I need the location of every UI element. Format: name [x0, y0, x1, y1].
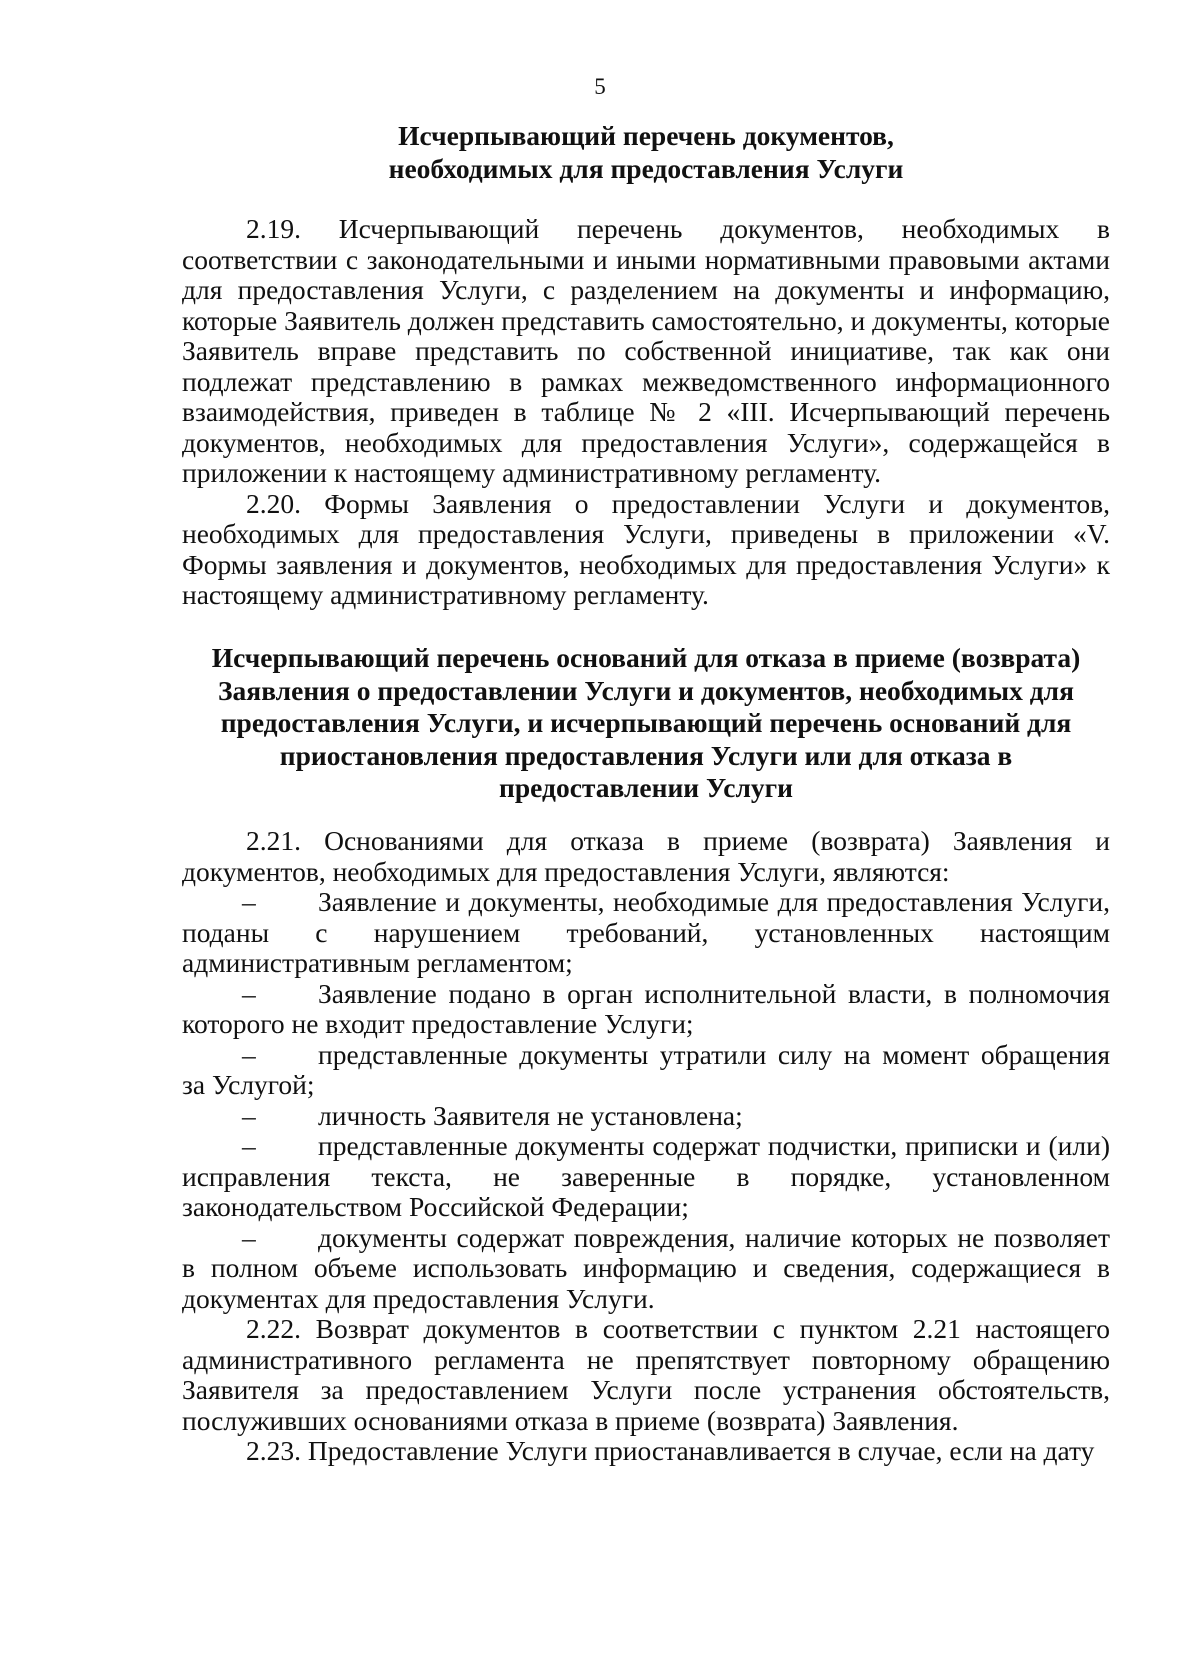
list-item — [182, 1040, 1110, 1101]
dash-bullet: – — [242, 1038, 256, 1070]
list-item — [182, 887, 1110, 979]
paragraph-2-20: 2.20. Формы Заявления о предоставлении Услуги и документов, необходимых для предоставления Услуги, приведены в приложении «V. Формы заявления и документов, необходимых для предоставления Услуги» к настоящему административному регламенту. — [182, 487, 1110, 610]
dash-bullet: – — [242, 977, 256, 1009]
page-number: 5 — [594, 74, 606, 99]
paragraph-2-21: 2.21. Основаниями для отказа в приеме (возврата) Заявления и документов, необходимых для предоставления Услуги, являются: — [182, 825, 1110, 887]
list-item — [182, 979, 1110, 1040]
heading-line: предоставлении Услуги — [499, 772, 793, 803]
list-item — [182, 1223, 1110, 1315]
list-item — [182, 1131, 1110, 1223]
section-body-refusal — [182, 826, 1110, 1467]
list-item-text: личность Заявителя не установлена; — [318, 1099, 743, 1131]
section-body-documents — [182, 214, 1110, 611]
list-item-text: представленные документы содержат подчистки, приписки и (или) исправления текста, не заверенные в порядке, установленном законодательством Российской Федерации; — [182, 1130, 1110, 1222]
heading-line: Исчерпывающий перечень оснований для отказа в приеме (возврата) — [211, 642, 1081, 673]
list-item-text: Заявление подано в орган исполнительной власти, в полномочия которого не входит предоставление Услуги; — [182, 977, 1110, 1039]
dash-bullet: – — [242, 1099, 256, 1131]
paragraph-2-19: 2.19. Исчерпывающий перечень документов, необходимых в соответствии с законодательными и иными нормативными правовыми актами для предоставления Услуги, с разделением на документы и информацию, которые Заявитель должен представить самостоятельно, и документы, которые Заявитель вправе представить по собственной инициативе, так как они подлежат представлению в рамках межведомственного информационного взаимодействия, приведен в таблице № 2 «III. Исчерпывающий перечень документов, необходимых для предоставления Услуги», содержащейся в приложении к настоящему административному регламенту. — [182, 213, 1110, 488]
dash-bullet: – — [242, 1221, 256, 1253]
heading-line: Заявления о предоставлении Услуги и документов, необходимых для — [218, 674, 1074, 706]
heading-line: предоставления Услуги, и исчерпывающий перечень оснований для — [220, 707, 1072, 738]
list-item-text: документы содержат повреждения, наличие которых не позволяет в полном объеме использовать информацию и сведения, содержащиеся в документах для предоставления Услуги. — [182, 1221, 1110, 1314]
heading-line: необходимых для предоставления Услуги — [388, 152, 904, 184]
dash-bullet: – — [242, 886, 256, 917]
section-heading-refusal — [182, 642, 1110, 805]
heading-line: Исчерпывающий перечень документов, — [398, 120, 894, 151]
heading-line: приостановления предоставления Услуги или для отказа в — [279, 739, 1013, 771]
dash-bullet: – — [242, 1130, 256, 1161]
list-item-text: представленные документы утратили силу на момент обращения за Услугой; — [182, 1038, 1110, 1100]
list-item — [182, 1101, 1110, 1132]
paragraph-2-22: 2.22. Возврат документов в соответствии с пунктом 2.21 настоящего административного регламента не препятствует повторному обращению Заявителя за предоставлением Услуги после устранения обстоятельств, послуживших основаниями отказа в приеме (возврата) Заявления. — [182, 1313, 1110, 1436]
paragraph-2-23: 2.23. Предоставление Услуги приостанавливается в случае, если на дату — [246, 1435, 1095, 1466]
list-item-text: Заявление и документы, необходимые для предоставления Услуги, поданы с нарушением требований, установленных настоящим административным регламентом; — [182, 886, 1110, 978]
section-heading-documents — [182, 120, 1110, 185]
